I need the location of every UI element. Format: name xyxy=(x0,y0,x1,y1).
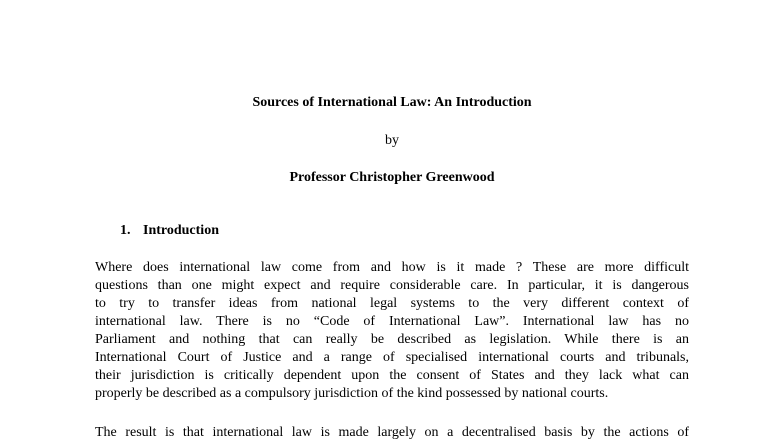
paragraph-line: The result is that international law is made largely on a decentralised basis by the actions of xyxy=(95,425,689,440)
byline-word: by xyxy=(385,133,399,148)
paragraph-line: questions than one might expect and require considerable care. In particular, it is dangerous xyxy=(95,278,689,293)
paragraph-line: international law. There is no “Code of International Law”. International law has no xyxy=(95,314,689,329)
paragraph-line: properly be described as a compulsory jurisdiction of the kind possessed by national courts. xyxy=(95,386,609,401)
paragraph-line: Where does international law come from and how is it made ? These are more difficult xyxy=(95,260,689,275)
paragraph-line: Parliament and nothing that can really be described as legislation. While there is an xyxy=(95,332,689,347)
author-name: Professor Christopher Greenwood xyxy=(289,170,495,185)
document-title: Sources of International Law: An Introduction xyxy=(252,95,532,110)
paragraph-2 xyxy=(95,424,689,441)
paragraph-line: International Court of Justice and a range of specialised international courts and tribunals, xyxy=(95,350,689,365)
section-heading xyxy=(120,222,219,240)
paragraph-line: their jurisdiction is critically dependent upon the consent of States and they lack what can xyxy=(95,368,689,383)
paragraph-line: to try to transfer ideas from national legal systems to the very different context of xyxy=(95,296,689,311)
section-number: 1. xyxy=(120,223,131,238)
section-title: Introduction xyxy=(143,223,219,238)
paragraph-1 xyxy=(95,259,689,403)
